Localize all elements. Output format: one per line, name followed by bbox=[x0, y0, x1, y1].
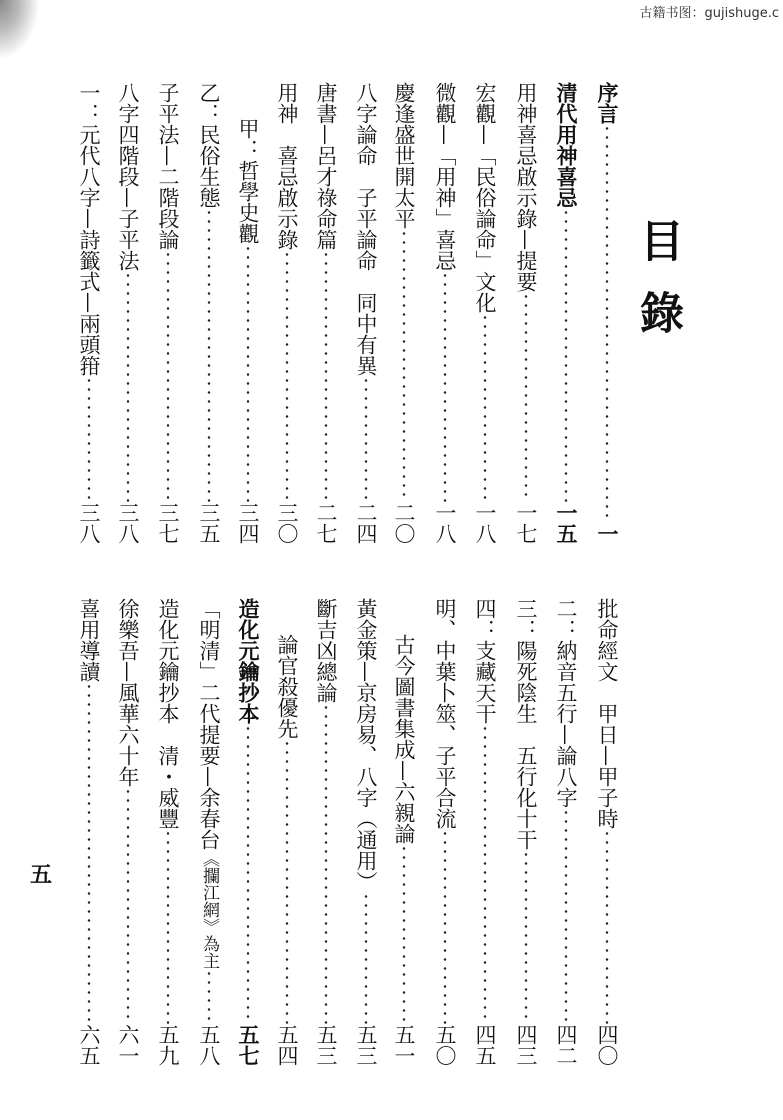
toc-entry-title: 一：元代八字—詩籤式—兩頭箝 bbox=[77, 82, 101, 376]
toc-entry-title: 乙：民俗生態 bbox=[197, 82, 221, 208]
toc-entry-page: 三七 bbox=[156, 502, 180, 544]
toc-entry-title: 用神喜忌啟示錄—提要 bbox=[514, 82, 538, 292]
toc-entry bbox=[428, 82, 462, 544]
scan-smudge bbox=[0, 0, 40, 60]
toc-entry-title: 甲：哲學史觀 bbox=[236, 118, 260, 244]
dot-leader bbox=[309, 250, 343, 502]
toc-entry-title: 八字四階段—子平法 bbox=[116, 82, 140, 271]
toc-entry-page: 二四 bbox=[354, 502, 378, 544]
toc-entry-title: 八字論命 子平論命 同中有異 bbox=[354, 82, 378, 376]
toc-entry-title: 斷吉凶總論 bbox=[314, 598, 338, 703]
toc-entry-title: 造化元鑰抄本 bbox=[236, 598, 261, 724]
toc-entry bbox=[151, 598, 185, 1066]
toc-entry bbox=[192, 82, 226, 544]
toc-entry-page: 五三 bbox=[354, 1024, 378, 1066]
toc-entry-title: 古今圖書集成—六親論 bbox=[392, 634, 416, 844]
dot-leader bbox=[151, 250, 185, 502]
dot-leader bbox=[549, 808, 583, 1024]
toc-entry-page: 三四 bbox=[236, 502, 260, 544]
toc-entry-page: 六五 bbox=[77, 1024, 101, 1066]
toc-entry-title: 三：陽死陰生 五行化十干 bbox=[514, 598, 538, 850]
dot-leader bbox=[509, 850, 543, 1024]
toc-entry-title: 序言 bbox=[595, 82, 620, 124]
toc-entry bbox=[428, 598, 462, 1066]
dot-leader bbox=[270, 739, 304, 1024]
toc-entry-page: 五八 bbox=[197, 1024, 221, 1066]
toc-entry-title: 造化元鑰抄本 清・威豐 bbox=[156, 598, 180, 829]
toc-entry bbox=[111, 82, 145, 544]
toc-entry-page: 四五 bbox=[473, 1024, 497, 1066]
toc-entry-title: 黃金策—京房易、八字（通用） bbox=[354, 598, 378, 892]
dot-leader bbox=[428, 829, 462, 1024]
toc-entry-page: 一五 bbox=[554, 502, 579, 544]
toc-entry-subtitle: 《攔江網》為主 bbox=[199, 850, 219, 969]
toc-entry bbox=[349, 82, 383, 544]
toc-entry-page: 四二 bbox=[554, 1024, 578, 1066]
toc-entry bbox=[387, 82, 421, 544]
toc-entry-title: 「明清」二代提要—余春台 bbox=[197, 598, 221, 850]
dot-leader bbox=[192, 969, 226, 1024]
dot-leader bbox=[468, 724, 502, 1024]
dot-leader bbox=[349, 376, 383, 502]
dot-leader bbox=[111, 787, 145, 1024]
toc-entry-page: 一八 bbox=[473, 502, 497, 544]
dot-leader bbox=[270, 250, 304, 502]
toc-entry-title: 論官殺優先 bbox=[275, 634, 299, 739]
toc-entry-title: 四：支藏天干 bbox=[473, 598, 497, 724]
toc-entry-page: 二七 bbox=[314, 502, 338, 544]
dot-leader bbox=[468, 313, 502, 502]
dot-leader bbox=[231, 244, 265, 502]
dot-leader bbox=[309, 703, 343, 1024]
toc-entry bbox=[231, 118, 265, 544]
dot-leader bbox=[192, 208, 226, 502]
toc-entry bbox=[72, 82, 106, 544]
toc-entry-page: 三八 bbox=[77, 502, 101, 544]
toc-entry-page: 六一 bbox=[116, 1024, 140, 1066]
dot-leader bbox=[72, 376, 106, 502]
dot-leader bbox=[387, 229, 421, 502]
toc-entry-page: 五一 bbox=[392, 1024, 416, 1066]
toc-entry-title: 清代用神喜忌 bbox=[554, 82, 579, 208]
toc-entry-page: 一八 bbox=[433, 502, 457, 544]
dot-leader bbox=[590, 124, 624, 523]
toc-entry-page: 三〇 bbox=[275, 502, 299, 544]
toc-entry bbox=[549, 82, 583, 544]
page-title-lu: 錄 bbox=[632, 290, 683, 334]
dot-leader bbox=[231, 724, 265, 1024]
page-number: 五 bbox=[30, 862, 53, 888]
toc-entry bbox=[349, 598, 383, 1066]
page-title-mu: 目 bbox=[632, 218, 683, 262]
toc-entry-page: 三五 bbox=[197, 502, 221, 544]
toc-entry-page: 五九 bbox=[156, 1024, 180, 1066]
toc-entry-page: 五四 bbox=[275, 1024, 299, 1066]
toc-entry bbox=[231, 598, 265, 1066]
toc-entry-title: 宏觀—「民俗論命」文化 bbox=[473, 82, 497, 313]
toc-entry-title: 慶逢盛世開太平 bbox=[392, 82, 416, 229]
toc-entry bbox=[270, 82, 304, 544]
toc-entry-page: 一七 bbox=[514, 502, 538, 544]
toc-entry bbox=[509, 598, 543, 1066]
dot-leader bbox=[590, 829, 624, 1024]
toc-entry bbox=[509, 82, 543, 544]
dot-leader bbox=[72, 682, 106, 1024]
toc-entry-page: 五三 bbox=[314, 1024, 338, 1066]
toc-entry bbox=[270, 634, 304, 1066]
toc-entry-page: 二〇 bbox=[392, 502, 416, 544]
toc-entry-title: 批命經文 甲日—甲子時 bbox=[595, 598, 619, 829]
toc-entry-page: 三八 bbox=[116, 502, 140, 544]
toc-entry-title: 唐書—呂才祿命篇 bbox=[314, 82, 338, 250]
dot-leader bbox=[509, 292, 543, 502]
dot-leader bbox=[349, 892, 383, 1024]
dot-leader bbox=[151, 829, 185, 1024]
toc-entry-title: 微觀—「用神」喜忌 bbox=[433, 82, 457, 271]
toc-entry bbox=[468, 598, 502, 1066]
toc-entry-title: 用神 喜忌啟示錄 bbox=[275, 82, 299, 250]
toc-entry-page: 四〇 bbox=[595, 1024, 619, 1066]
toc-entry-title: 喜用導讀 bbox=[77, 598, 101, 682]
toc-entry-page: 四三 bbox=[514, 1024, 538, 1066]
toc-entry bbox=[309, 82, 343, 544]
toc-entry bbox=[309, 598, 343, 1066]
toc-entry bbox=[590, 82, 624, 544]
dot-leader bbox=[111, 271, 145, 502]
toc-entry-title: 二：納音五行—論八字 bbox=[554, 598, 578, 808]
toc-entry bbox=[151, 82, 185, 544]
toc-entry-page: 五七 bbox=[236, 1024, 261, 1066]
dot-leader bbox=[549, 208, 583, 502]
toc-entry bbox=[192, 598, 226, 1066]
toc-entry-page: 五〇 bbox=[433, 1024, 457, 1066]
toc-entry-page: 一 bbox=[595, 523, 620, 544]
toc-entry bbox=[549, 598, 583, 1066]
toc-entry bbox=[387, 634, 421, 1066]
toc-entry bbox=[72, 598, 106, 1066]
toc-entry bbox=[590, 598, 624, 1066]
toc-entry bbox=[468, 82, 502, 544]
toc-entry-title: 徐樂吾—風華六十年 bbox=[116, 598, 140, 787]
watermark: 古籍书图：gujishuge.c bbox=[639, 6, 779, 21]
toc-entry-title: 明、中葉卜筮、子平合流 bbox=[433, 598, 457, 829]
toc-entry bbox=[111, 598, 145, 1066]
toc-entry-title: 子平法—二階段論 bbox=[156, 82, 180, 250]
dot-leader bbox=[428, 271, 462, 502]
dot-leader bbox=[387, 844, 421, 1024]
